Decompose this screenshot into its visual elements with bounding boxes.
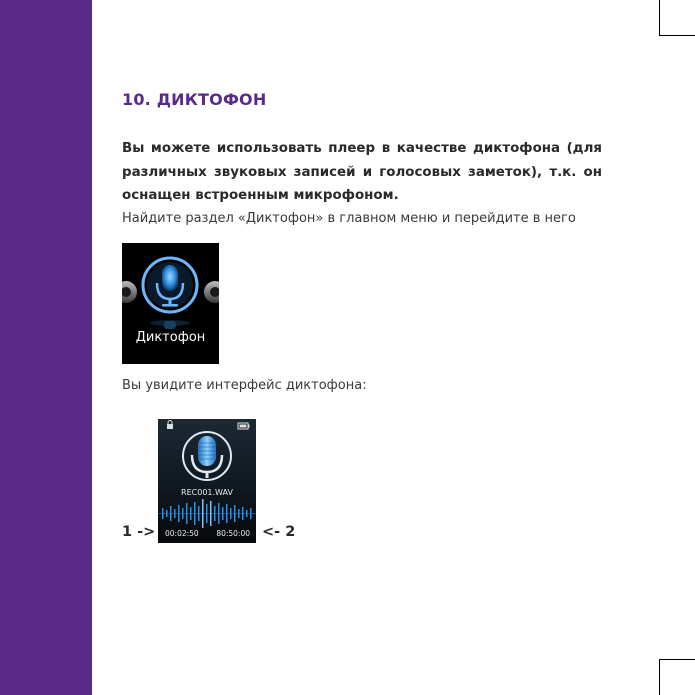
recorder-screenshot-art (158, 419, 256, 543)
side-orb-right (204, 281, 219, 303)
menu-label: Диктофон (135, 330, 206, 345)
menu-screenshot (122, 243, 219, 364)
marker-1: 1 -> (122, 524, 156, 540)
mic-reflection (150, 320, 190, 329)
menu-screenshot-art (122, 243, 219, 364)
total-time: 80:50:00 (216, 529, 250, 538)
marker-2: <- 2 (262, 524, 296, 540)
intro-paragraph: Вы можете использовать плеер в качестве диктофона (для различных звуковых записей и голосовых заметок), т.к. он оснащен встроенным микрофоном. (122, 141, 602, 203)
recording-filename: REC001.WAV (181, 488, 233, 497)
elapsed-time: 00:02:50 (165, 529, 199, 538)
section-title: 10. ДИКТОФОН (122, 90, 267, 109)
find-section-paragraph: Найдите раздел «Диктофон» в главном меню и перейдите в него (122, 211, 576, 226)
microphone-icon (143, 258, 197, 312)
crop-mark (659, 35, 695, 36)
recorder-screenshot (158, 419, 256, 543)
crop-mark (659, 0, 660, 36)
crop-mark (659, 659, 660, 695)
side-orb-left (122, 281, 137, 303)
crop-mark (659, 659, 695, 660)
interface-intro-paragraph: Вы увидите интерфейс диктофона: (122, 378, 367, 393)
purple-sidebar (0, 0, 92, 695)
